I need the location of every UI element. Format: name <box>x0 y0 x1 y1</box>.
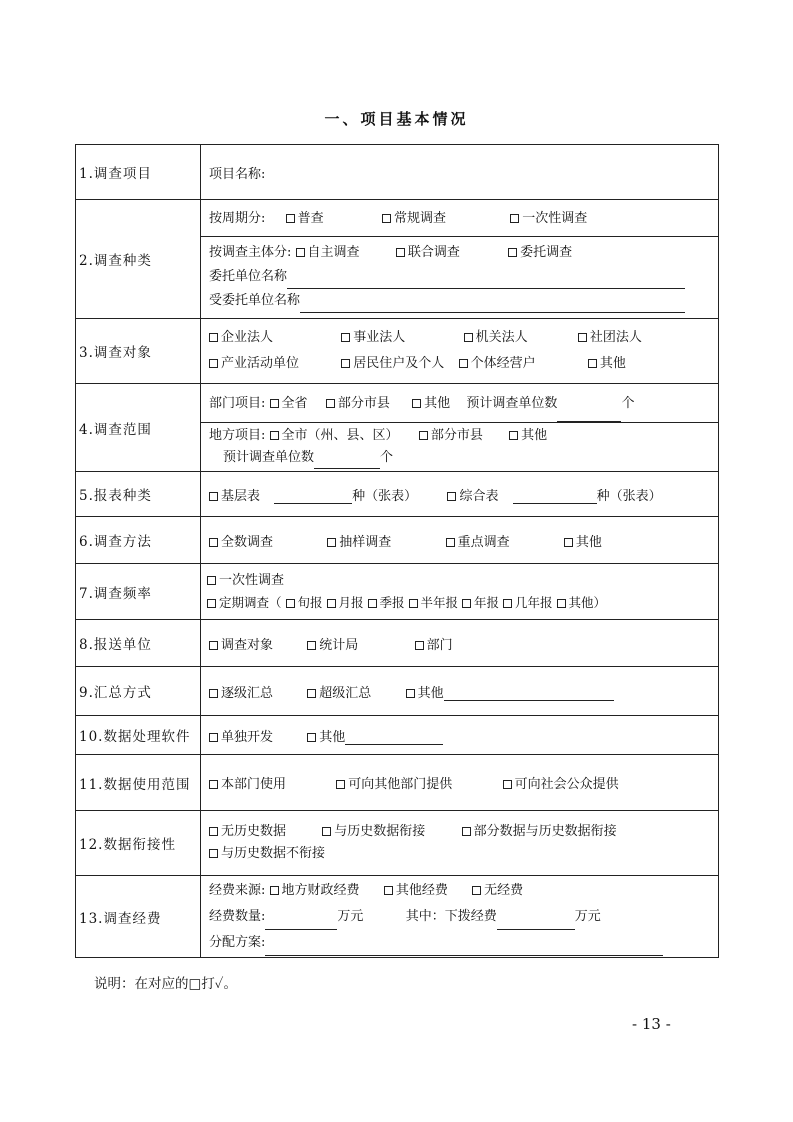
row-label: 4.调查范围 <box>76 384 201 472</box>
checkbox[interactable] <box>510 214 519 223</box>
row-label: 3.调查对象 <box>76 319 201 384</box>
option-level: 逐级汇总 <box>221 685 274 701</box>
checkbox[interactable] <box>341 359 350 368</box>
checkbox[interactable] <box>207 599 216 608</box>
local-label: 地方项目: <box>209 427 266 443</box>
option-other: 其他 <box>319 729 346 745</box>
option-other: 其他 <box>599 356 626 371</box>
row-label: 2.调查种类 <box>76 200 201 319</box>
unit: 个 <box>380 449 394 465</box>
checkbox[interactable] <box>326 399 335 408</box>
option-city: 全市（州、县、区） <box>281 427 399 443</box>
checkbox[interactable] <box>327 599 336 608</box>
option-one-time: 一次性调查 <box>522 211 588 226</box>
row-label: 13.调查经费 <box>76 876 201 958</box>
other-field[interactable] <box>444 686 614 701</box>
summary-count-field[interactable] <box>513 489 597 504</box>
option-organ: 机关法人 <box>475 330 528 345</box>
checkbox[interactable] <box>270 399 279 408</box>
checkbox[interactable] <box>286 599 295 608</box>
row-funding <box>76 876 719 958</box>
option-no-funds: 无经费 <box>484 882 524 898</box>
checkbox[interactable] <box>564 538 573 547</box>
dept-estimate-field[interactable] <box>557 407 621 422</box>
checkbox[interactable] <box>419 431 428 440</box>
other-field[interactable] <box>345 730 443 745</box>
option-local-fiscal: 地方财政经费 <box>281 882 360 898</box>
page-number: - 13 - <box>632 1015 671 1033</box>
local-estimate-label: 预计调查单位数 <box>223 449 315 465</box>
checkbox[interactable] <box>209 538 218 547</box>
row-label: 1.调查项目 <box>76 145 201 200</box>
checkbox[interactable] <box>503 780 512 789</box>
checkbox[interactable] <box>557 599 566 608</box>
checkbox[interactable] <box>462 599 471 608</box>
option-quarterly: 季报 <box>379 594 405 610</box>
option-public: 可向社会公众提供 <box>514 777 619 792</box>
allocated-label: 其中：下拨经费 <box>405 908 497 924</box>
checkbox[interactable] <box>307 733 316 742</box>
option-yearly: 年报 <box>474 594 500 610</box>
option-half-year: 半年报 <box>420 594 459 610</box>
option-some-counties: 部分市县 <box>337 395 390 411</box>
checkbox[interactable] <box>406 689 415 698</box>
checkbox[interactable] <box>508 248 517 257</box>
checkbox[interactable] <box>336 780 345 789</box>
row-label: 9.汇总方式 <box>76 667 201 716</box>
row-data-use <box>76 755 719 811</box>
option-some-counties: 部分市县 <box>430 427 483 443</box>
option-other: 其他 <box>575 534 602 550</box>
entrust-field[interactable] <box>287 274 685 289</box>
checkbox[interactable] <box>270 431 279 440</box>
checkbox[interactable] <box>341 333 350 342</box>
source-label: 经费来源: <box>209 882 266 898</box>
entrusted-label: 受委托单位名称 <box>209 293 301 308</box>
row-survey-method <box>76 517 719 564</box>
option-other-funds: 其他经费 <box>395 882 448 898</box>
unit-wan: 万元 <box>574 908 601 924</box>
row-report-type <box>76 472 719 517</box>
subject-label: 按调查主体分: <box>209 245 292 260</box>
row-survey-type <box>76 200 719 319</box>
dept-estimate-label: 预计调查单位数 <box>466 395 558 411</box>
checkbox[interactable] <box>209 733 218 742</box>
local-estimate-field[interactable] <box>314 454 380 469</box>
option-society: 社团法人 <box>589 330 642 345</box>
option-department: 部门 <box>426 637 453 653</box>
unit: 个 <box>621 395 635 411</box>
option-regular: 常规调查 <box>393 211 446 226</box>
checkbox[interactable] <box>578 333 587 342</box>
checkbox[interactable] <box>464 333 473 342</box>
checkbox[interactable] <box>459 359 468 368</box>
checkbox[interactable] <box>209 359 218 368</box>
option-no-history: 无历史数据 <box>221 824 287 839</box>
option-other: 其他） <box>568 594 607 610</box>
option-full: 全数调查 <box>221 534 274 550</box>
option-partial: 部分数据与历史数据衔接 <box>473 824 617 839</box>
option-sample: 抽样调查 <box>339 534 392 550</box>
row-label: 12.数据衔接性 <box>76 811 201 876</box>
checkbox[interactable] <box>307 641 316 650</box>
unit-wan: 万元 <box>337 908 364 924</box>
checkbox[interactable] <box>327 538 336 547</box>
note: 说明：在对应的□打✓。 <box>94 976 237 992</box>
checkbox[interactable] <box>382 214 391 223</box>
checkbox[interactable] <box>209 333 218 342</box>
option-individual: 个体经营户 <box>470 356 536 371</box>
checkbox[interactable] <box>503 599 512 608</box>
project-info-table <box>75 144 719 958</box>
checkbox[interactable] <box>209 492 218 501</box>
option-entrusted: 委托调查 <box>520 245 573 260</box>
row-label: 5.报表种类 <box>76 472 201 517</box>
option-other: 其他 <box>417 685 444 701</box>
option-basic: 基层表 <box>221 488 261 504</box>
checkbox[interactable] <box>412 399 421 408</box>
plan-field[interactable] <box>265 941 663 956</box>
option-other: 其他 <box>521 427 548 443</box>
checkbox[interactable] <box>462 827 471 836</box>
option-stat-bureau: 统计局 <box>319 637 359 653</box>
row-report-unit <box>76 620 719 667</box>
project-name-label: 项目名称: <box>209 166 266 182</box>
kind-unit: 种（张表） <box>352 488 418 504</box>
option-ten-day: 旬报 <box>297 594 323 610</box>
checkbox[interactable] <box>409 599 418 608</box>
checkbox[interactable] <box>209 849 218 858</box>
option-activity-unit: 产业活动单位 <box>221 356 300 371</box>
row-summary-method <box>76 667 719 716</box>
checkbox[interactable] <box>209 827 218 836</box>
row-survey-scope <box>76 384 719 472</box>
option-other: 其他 <box>424 395 451 411</box>
checkbox[interactable] <box>307 689 316 698</box>
row-label: 10.数据处理软件 <box>76 716 201 755</box>
option-joint: 联合调查 <box>407 245 460 260</box>
checkbox[interactable] <box>509 431 518 440</box>
option-internal: 本部门使用 <box>221 777 287 792</box>
checkbox[interactable] <box>446 538 455 547</box>
checkbox[interactable] <box>415 641 424 650</box>
option-once: 一次性调查 <box>219 572 285 588</box>
checkbox[interactable] <box>472 886 481 895</box>
option-self: 自主调查 <box>307 245 360 260</box>
checkbox[interactable] <box>447 492 456 501</box>
checkbox[interactable] <box>270 886 279 895</box>
option-census: 普查 <box>297 211 324 226</box>
checkbox[interactable] <box>588 359 597 368</box>
option-institution: 事业法人 <box>353 330 406 345</box>
row-survey-object <box>76 319 719 384</box>
row-label: 7.调查频率 <box>76 564 201 620</box>
checkbox[interactable] <box>396 248 405 257</box>
section-title: 一、项目基本情况 <box>324 110 469 128</box>
row-survey-project <box>76 145 719 200</box>
row-label: 11.数据使用范围 <box>76 755 201 811</box>
dept-label: 部门项目: <box>209 395 266 411</box>
kind-unit: 种（张表） <box>596 488 662 504</box>
checkbox[interactable] <box>384 886 393 895</box>
amount-label: 经费数量: <box>209 908 266 924</box>
option-not-linked: 与历史数据不衔接 <box>221 846 326 861</box>
row-label: 6.调查方法 <box>76 517 201 564</box>
plan-label: 分配方案: <box>209 934 266 950</box>
option-periodic: 定期调查（ <box>219 594 282 610</box>
entrusted-field[interactable] <box>300 298 685 313</box>
basic-count-field[interactable] <box>274 489 352 504</box>
option-custom: 单独开发 <box>221 729 274 745</box>
checkbox[interactable] <box>322 827 331 836</box>
entrust-label: 委托单位名称 <box>209 269 288 284</box>
checkbox[interactable] <box>368 599 377 608</box>
option-household: 居民住户及个人 <box>353 356 445 371</box>
allocated-field[interactable] <box>497 915 575 930</box>
checkbox[interactable] <box>209 689 218 698</box>
option-linked: 与历史数据衔接 <box>334 824 426 839</box>
option-key: 重点调查 <box>457 534 510 550</box>
checkbox[interactable] <box>209 641 218 650</box>
period-label: 按周期分: <box>209 211 266 226</box>
option-object: 调查对象 <box>221 637 274 653</box>
checkbox[interactable] <box>296 248 305 257</box>
checkbox[interactable] <box>207 576 216 585</box>
row-survey-frequency <box>76 564 719 620</box>
checkbox[interactable] <box>286 214 295 223</box>
option-other-dept: 可向其他部门提供 <box>348 777 453 792</box>
option-super: 超级汇总 <box>319 685 372 701</box>
row-data-continuity <box>76 811 719 876</box>
checkbox[interactable] <box>209 780 218 789</box>
option-monthly: 月报 <box>338 594 364 610</box>
row-software <box>76 716 719 755</box>
amount-field[interactable] <box>265 915 337 930</box>
option-province: 全省 <box>281 395 308 411</box>
option-enterprise: 企业法人 <box>221 330 274 345</box>
option-multi-year: 几年报 <box>515 594 553 610</box>
row-label: 8.报送单位 <box>76 620 201 667</box>
option-summary: 综合表 <box>459 488 499 504</box>
